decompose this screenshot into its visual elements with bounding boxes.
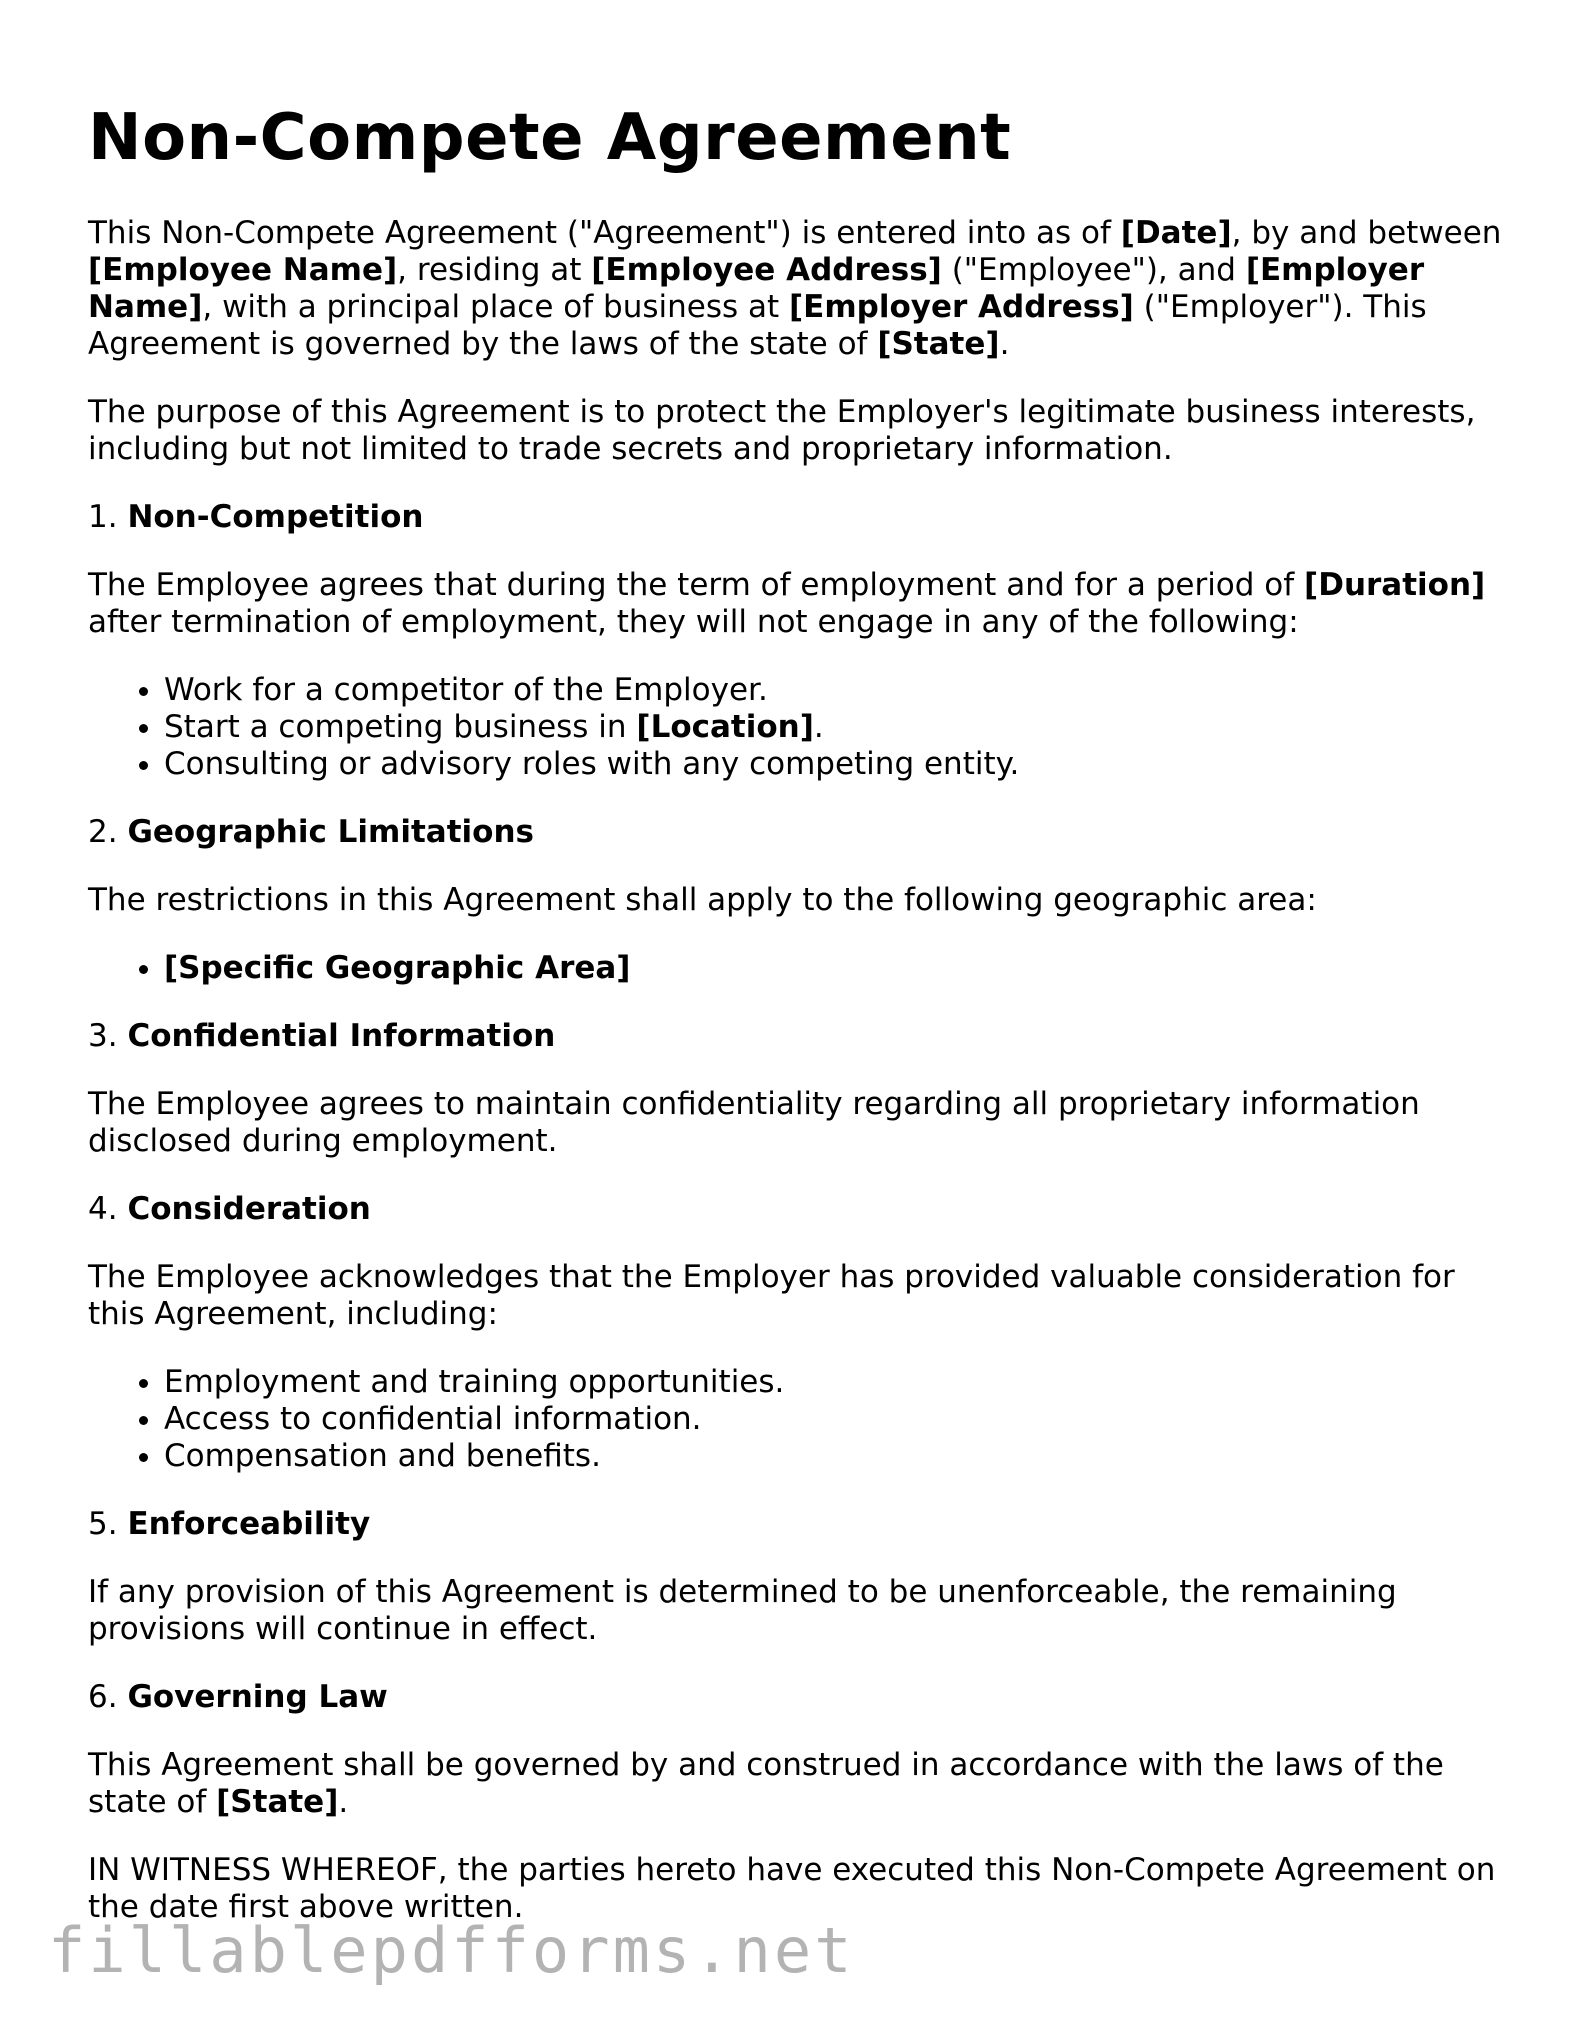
consideration-list <box>88 1364 1508 1475</box>
state-placeholder: [State] <box>216 1783 339 1820</box>
section-text-governing-law: This Agreement shall be governed by and construed in accordance with the laws of the state of [State]. <box>88 1746 1444 1820</box>
duration-placeholder: [Duration] <box>1304 566 1486 603</box>
list-item: • Compensation and benefits. <box>164 1438 1508 1475</box>
employer-address-placeholder: [Employer Address] <box>788 288 1134 325</box>
employer-name-placeholder: [Employer Name] <box>88 251 1425 325</box>
page-title: Non-Compete Agreement <box>88 101 1012 175</box>
list-item <box>164 950 1508 987</box>
employee-address-placeholder: [Employee Address] <box>591 251 942 288</box>
list-item: • Consulting or advisory roles with any competing entity. <box>164 746 1508 783</box>
section-text-confidential: The Employee agrees to maintain confidentiality regarding all proprietary information disclosed during employment. <box>88 1085 1420 1159</box>
section-text-consideration: The Employee acknowledges that the Employer has provided valuable consideration for this Agreement, including: <box>88 1258 1455 1332</box>
section-text-non-competition: The Employee agrees that during the term of employment and for a period of [Duration] after termination of employment, they will not engage in any of the following: <box>88 566 1486 640</box>
date-placeholder: [Date] <box>1120 214 1232 251</box>
employee-name-placeholder: [Employee Name] <box>88 251 398 288</box>
list-item: • Work for a competitor of the Employer. <box>164 672 1508 709</box>
section-heading-governing-law: 6. Governing Law <box>88 1678 388 1715</box>
list-item: • Start a competing business in [Location]. <box>164 709 1508 746</box>
state-placeholder: [State] <box>877 325 1000 362</box>
location-placeholder: [Location] <box>636 708 814 745</box>
witness-paragraph: IN WITNESS WHEREOF, the parties hereto have executed this Non-Compete Agreement on the date first above written. <box>88 1851 1496 1925</box>
section-text-geographic: The restrictions in this Agreement shall apply to the following geographic area: <box>88 881 1317 918</box>
list-item: • Access to confidential information. <box>164 1401 1508 1438</box>
section-heading-enforceability: 5. Enforceability <box>88 1505 371 1542</box>
list-item: • Employment and training opportunities. <box>164 1364 1508 1401</box>
section-heading-consideration: 4. Consideration <box>88 1190 371 1227</box>
section-heading-geographic: 2. Geographic Limitations <box>88 813 534 850</box>
section-heading-confidential: 3. Confidential Information <box>88 1017 556 1054</box>
geographic-list <box>88 950 1508 987</box>
section-text-enforceability: If any provision of this Agreement is determined to be unenforceable, the remaining provisions will continue in effect. <box>88 1573 1397 1647</box>
non-competition-list <box>88 672 1508 783</box>
purpose-paragraph: The purpose of this Agreement is to protect the Employer's legitimate business interests, including but not limited to trade secrets and proprietary information. <box>88 393 1476 467</box>
geographic-area-placeholder: [Specific Geographic Area] <box>164 949 631 986</box>
document-page <box>88 100 1508 1957</box>
intro-paragraph: This Non-Compete Agreement ("Agreement") is entered into as of [Date], by and between [Employee Name], residing at [Employee Address] ("Employee"), and [Employer Name], with a principal place of business at [Employer Address] ("Employer"). This Agreement is governed by the laws of the state of [State]. <box>88 214 1502 362</box>
watermark: fillablepdfforms.net <box>48 1914 855 1987</box>
section-heading-non-competition: 1. Non-Competition <box>88 498 424 535</box>
